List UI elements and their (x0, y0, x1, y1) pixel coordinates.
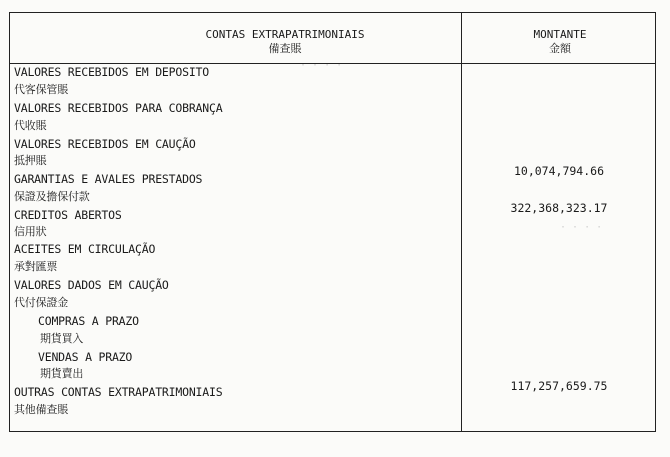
header-amount-title: MONTANTE (533, 28, 587, 41)
account-pt: VALORES DADOS EM CAUÇÃO (14, 278, 169, 292)
account-pt: COMPRAS A PRAZO (38, 314, 139, 328)
off-balance-table (9, 12, 656, 432)
account-zh: 代客保管賬 (14, 83, 68, 96)
account-pt: VALORES RECEBIDOS EM DEPOSITO (14, 65, 209, 79)
header-accounts-title: CONTAS EXTRAPATRIMONIAIS (205, 28, 365, 41)
account-zh: 保證及擔保付款 (14, 190, 90, 203)
account-pt: ACEITES EM CIRCULAÇÃO (14, 242, 156, 256)
ghost-bleed-through: · · · · (300, 60, 343, 71)
account-pt: OUTRAS CONTAS EXTRAPATRIMONIAIS (14, 385, 223, 399)
header-amount-subtitle: 金額 (549, 42, 571, 55)
ghost-bleed-through: · · · · (560, 222, 603, 233)
account-pt: GARANTIAS E AVALES PRESTADOS (14, 172, 203, 186)
account-zh: 抵押賬 (14, 154, 47, 167)
account-amount: 117,257,659.75 (510, 379, 608, 393)
account-zh: 信用狀 (14, 225, 47, 238)
account-pt: VENDAS A PRAZO (38, 350, 133, 364)
account-zh: 其他備查賬 (14, 403, 68, 416)
account-zh: 代收賬 (14, 119, 47, 132)
account-pt: VALORES RECEBIDOS PARA COBRANÇA (14, 101, 223, 115)
account-pt: VALORES RECEBIDOS EM CAUÇÃO (14, 137, 196, 151)
account-amount: 322,368,323.17 (510, 201, 608, 215)
account-zh: 代付保證金 (14, 296, 68, 309)
account-amount: 10,074,794.66 (513, 164, 604, 178)
account-zh: 承對匯票 (14, 260, 58, 273)
header-divider (10, 63, 655, 64)
header-amount (480, 28, 640, 56)
account-zh: 期貨賣出 (40, 367, 84, 380)
header-accounts-subtitle: 備查賬 (268, 42, 302, 55)
account-zh: 期貨買入 (40, 332, 84, 345)
header-accounts (170, 28, 400, 56)
column-divider (461, 13, 462, 431)
account-pt: CREDITOS ABERTOS (14, 208, 122, 222)
